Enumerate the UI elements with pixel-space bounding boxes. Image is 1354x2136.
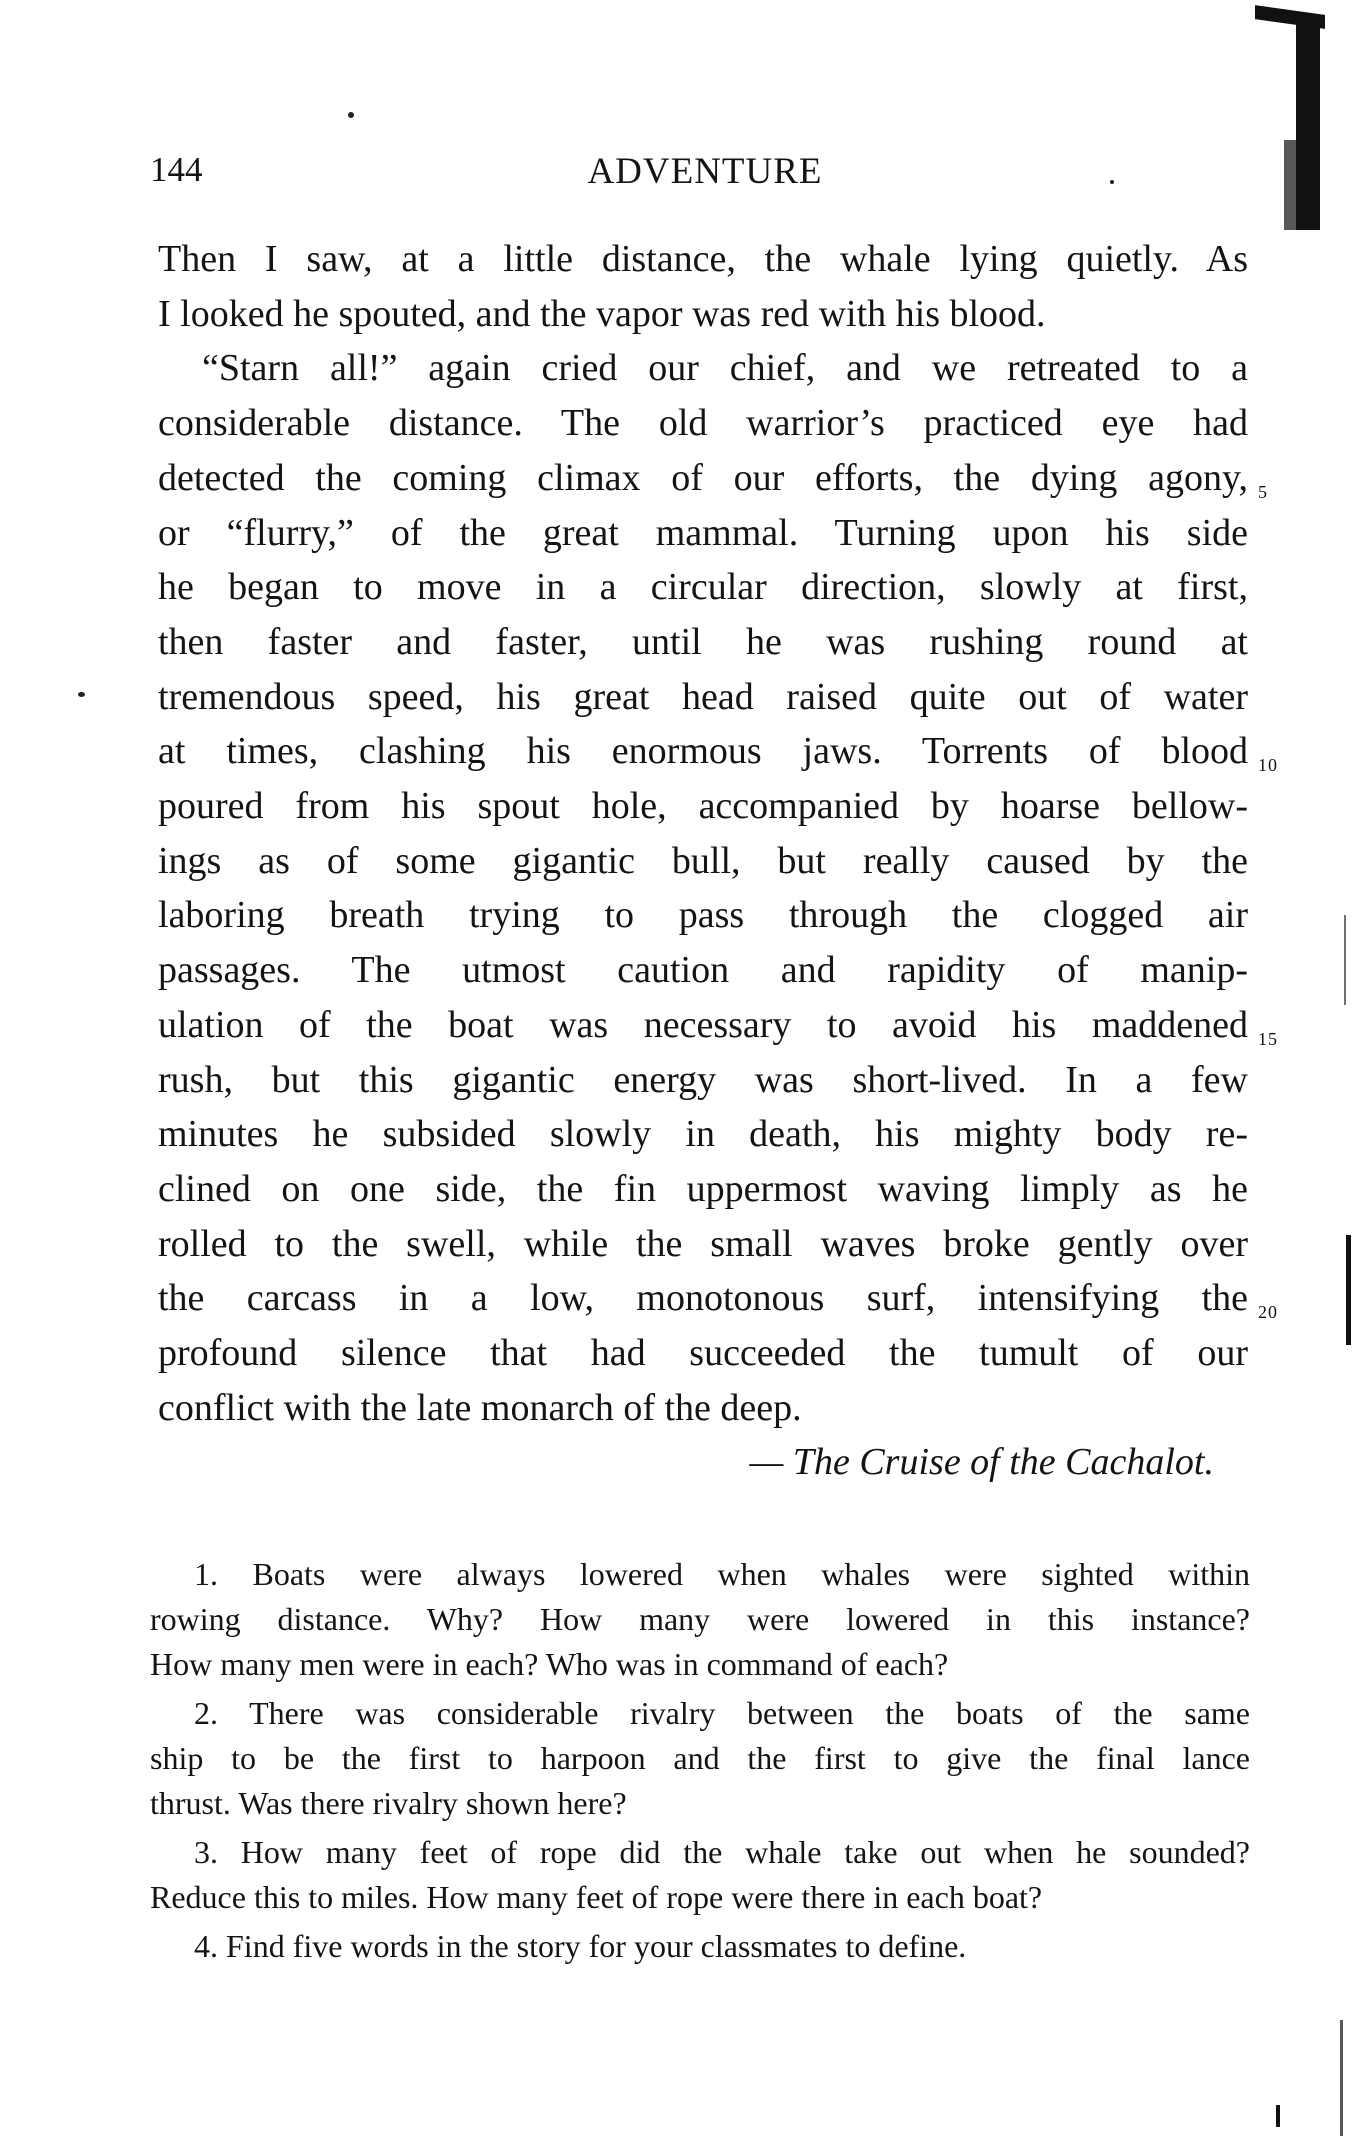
- scan-speck: [1110, 180, 1114, 184]
- line-number: 10: [1258, 755, 1278, 776]
- text-line: considerable distance. The old warrior’s practiced eye had: [158, 402, 1248, 445]
- text-line: clined on one side, the fin uppermost waving limply as he: [158, 1167, 1248, 1210]
- body-text: [158, 232, 1278, 1435]
- question-3: [150, 1830, 1250, 1920]
- text-line: at times, clashing his enormous jaws. Torrents of blood 10: [158, 724, 1248, 779]
- text-line: Then I saw, at a little distance, the whale lying quietly. As: [158, 238, 1248, 280]
- text-line: rush, but this gigantic energy was short-lived. In a few: [158, 1058, 1248, 1101]
- text-line: ulation of the boat was necessary to avoid his maddened 15: [158, 998, 1248, 1053]
- line-number: 20: [1258, 1302, 1278, 1323]
- question-line: thrust. Was there rivalry shown here?: [150, 1785, 627, 1821]
- scan-speck: [78, 692, 85, 697]
- text-line: ings as of some gigantic bull, but really caused by the: [158, 839, 1248, 882]
- question-line: Reduce this to miles. How many feet of rope were there in each boat?: [150, 1879, 1043, 1915]
- question-line: rowing distance. Why? How many were lowered in this instance?: [150, 1601, 1250, 1637]
- scan-edge-mark: [1344, 915, 1346, 1005]
- line-number: 15: [1258, 1028, 1278, 1049]
- text-line: rolled to the swell, while the small waves broke gently over: [158, 1222, 1248, 1265]
- page-number: 144: [150, 150, 203, 189]
- text-line: poured from his spout hole, accompanied by hoarse bellow-: [158, 785, 1248, 828]
- text-line: then faster and faster, until he was rushing round at: [158, 620, 1248, 663]
- question-line: How many men were in each? Who was in command of each?: [150, 1646, 949, 1682]
- scan-edge-mark: [1276, 2105, 1280, 2127]
- text-line: the carcass in a low, monotonous surf, intensifying the 20: [158, 1271, 1248, 1326]
- source-attribution: — The Cruise of the Cachalot.: [749, 1441, 1214, 1483]
- text-line: or “flurry,” of the great mammal. Turning upon his side: [158, 511, 1248, 554]
- question-line: 1. Boats were always lowered when whales were sighted within: [194, 1556, 1250, 1592]
- page-header: [150, 150, 1260, 202]
- text-line: “Starn all!” again cried our chief, and we retreated to a: [202, 347, 1248, 390]
- text-line: profound silence that had succeeded the tumult of our: [158, 1332, 1248, 1375]
- question-2: [150, 1691, 1250, 1826]
- scan-edge-mark: [1346, 1235, 1351, 1345]
- text-line: detected the coming climax of our efforts, the dying agony, 5: [158, 451, 1248, 506]
- text-line: he began to move in a circular direction, slowly at first,: [158, 566, 1248, 609]
- running-head: ADVENTURE: [587, 151, 823, 192]
- scan-edge-mark: [1284, 140, 1298, 230]
- scan-speck: [348, 112, 354, 118]
- study-questions: [150, 1552, 1250, 1973]
- text-line: I looked he spouted, and the vapor was red with his blood.: [158, 292, 1046, 335]
- scan-edge-mark: [1340, 2020, 1343, 2136]
- question-line: 4. Find five words in the story for your classmates to define.: [194, 1928, 967, 1964]
- text-line: minutes he subsided slowly in death, his mighty body re-: [158, 1113, 1248, 1156]
- text-line: passages. The utmost caution and rapidity of manip-: [158, 949, 1248, 992]
- question-line: 2. There was considerable rivalry between the boats of the same: [194, 1695, 1250, 1731]
- line-number: 5: [1258, 481, 1268, 502]
- question-line: 3. How many feet of rope did the whale take out when he sounded?: [194, 1834, 1250, 1870]
- question-1: [150, 1552, 1250, 1687]
- question-line: ship to be the first to harpoon and the first to give the final lance: [150, 1740, 1250, 1776]
- scan-edge-mark: [1296, 20, 1320, 230]
- text-line: conflict with the late monarch of the deep.: [158, 1386, 802, 1429]
- text-line: laboring breath trying to pass through the clogged air: [158, 894, 1248, 937]
- question-4: [150, 1924, 1250, 1969]
- text-line: tremendous speed, his great head raised quite out of water: [158, 675, 1248, 718]
